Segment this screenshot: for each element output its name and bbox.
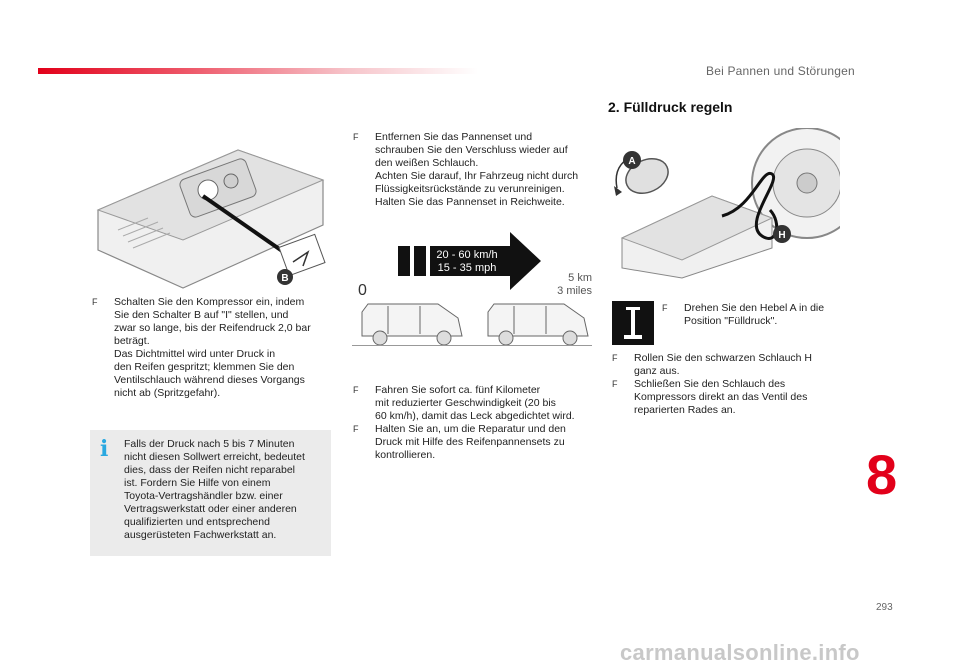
line: Toyota-Vertragshändler bzw. einer	[124, 490, 283, 502]
line: kontrollieren.	[375, 449, 436, 461]
section-title: Bei Pannen und Störungen	[706, 64, 855, 78]
line: Flüssigkeitsrückstände zu verunreinigen.	[375, 183, 565, 195]
line: den Reifen gespritzt; klemmen Sie den	[114, 361, 295, 373]
page-number: 293	[876, 602, 893, 613]
callout-a: A	[628, 156, 636, 167]
info-text	[124, 438, 324, 542]
line: Halten Sie das Pannenset in Reichweite.	[375, 196, 565, 208]
bullet-icon: F	[353, 385, 359, 395]
bullet-icon: F	[612, 353, 618, 363]
line: Achten Sie darauf, Ihr Fahrzeug nicht durch	[375, 170, 579, 182]
callout-b: B	[281, 273, 289, 284]
speed-label	[432, 248, 502, 276]
bullet-icon: F	[353, 424, 359, 434]
compressor-kit-illustration	[88, 140, 338, 290]
line: Halten Sie an, um die Reparatur und den	[375, 423, 566, 435]
road-line	[352, 345, 592, 346]
line: Vertragswerkstatt oder einer anderen	[124, 503, 297, 515]
line: Schalten Sie den Kompressor ein, indem	[114, 296, 305, 308]
line: qualifizierten und entsprechend	[124, 516, 270, 528]
watermark: carmanualsonline.info	[620, 640, 860, 665]
bullet-icon: F	[92, 297, 98, 307]
bullet-icon: F	[662, 303, 668, 313]
speed-mph: 15 - 35 mph	[437, 262, 497, 274]
line: Falls der Druck nach 5 bis 7 Minuten	[124, 438, 295, 450]
distance-km: 5 km	[568, 272, 592, 284]
middle-bullets-2-3	[353, 384, 598, 462]
lever-position-icon	[612, 301, 654, 345]
info-icon: i	[100, 436, 109, 462]
section-heading: 2. Fülldruck regeln	[608, 99, 733, 115]
line: 60 km/h), damit das Leck abgedichtet wird.	[375, 410, 575, 422]
speed-kmh: 20 - 60 km/h	[436, 249, 498, 261]
line: Druck mit Hilfe des Reifenpannensets zu	[375, 436, 565, 448]
line: ausgerüsteten Fachwerkstatt an.	[124, 529, 277, 541]
info-box	[90, 430, 331, 556]
line: Fahren Sie sofort ca. fünf Kilometer	[375, 384, 541, 396]
line: zwar so lange, bis der Reifendruck 2,0 bar	[114, 322, 311, 334]
line: nicht diesen Sollwert erreicht, bedeutet	[124, 451, 305, 463]
line: reparierten Rades an.	[634, 404, 736, 416]
header-accent-bar	[38, 68, 478, 74]
van-icon	[362, 304, 462, 345]
line: Das Dichtmittel wird unter Druck in	[114, 348, 276, 360]
left-bullet	[92, 296, 332, 400]
bullet-icon: F	[353, 132, 359, 142]
line: Position "Fülldruck".	[684, 315, 778, 327]
line: ist. Fordern Sie Hilfe von einem	[124, 477, 271, 489]
line: schrauben Sie den Verschluss wieder auf	[375, 144, 568, 156]
wheel-compressor-illustration	[612, 128, 840, 280]
line: beträgt.	[114, 335, 150, 347]
line: dies, dass der Reifen nicht reparabel	[124, 464, 296, 476]
target-distance	[548, 272, 592, 298]
line: ganz aus.	[634, 365, 680, 377]
distance-miles: 3 miles	[557, 285, 592, 297]
line: mit reduzierter Geschwindigkeit (20 bis	[375, 397, 556, 409]
line: Schließen Sie den Schlauch des	[634, 378, 786, 390]
chapter-number: 8	[866, 443, 898, 506]
bullet-icon: F	[612, 379, 618, 389]
right-bullet-1	[662, 302, 852, 328]
middle-bullet-1	[353, 131, 598, 209]
right-bullets-2-3	[612, 352, 842, 417]
line: nicht ab (Spritzgefahr).	[114, 387, 221, 399]
vans-illustration	[358, 298, 594, 350]
line: Kompressors direkt an das Ventil des	[634, 391, 808, 403]
start-distance: 0	[358, 282, 367, 299]
line: Entfernen Sie das Pannenset und	[375, 131, 533, 143]
van-icon	[488, 304, 588, 345]
line: Rollen Sie den schwarzen Schlauch H	[634, 352, 813, 364]
line: Drehen Sie den Hebel A in die	[684, 302, 825, 314]
line: Sie den Schalter B auf "I" stellen, und	[114, 309, 289, 321]
callout-h: H	[778, 230, 786, 241]
line: Ventilschlauch während dieses Vorgangs	[114, 374, 305, 386]
line: den weißen Schlauch.	[375, 157, 479, 169]
